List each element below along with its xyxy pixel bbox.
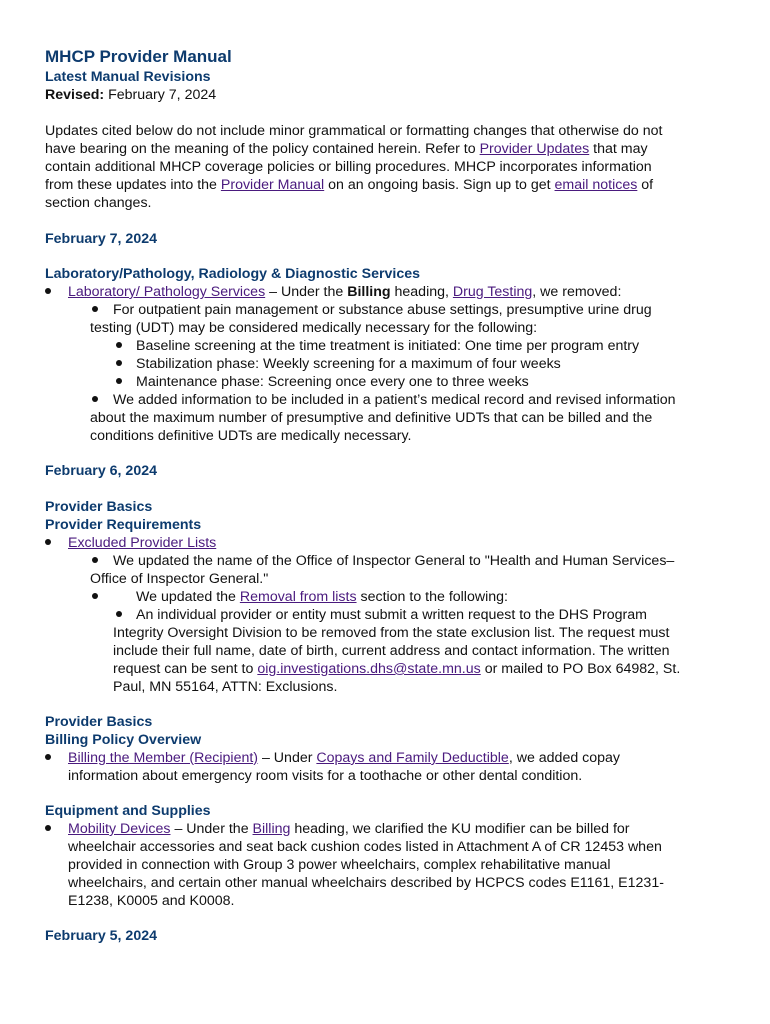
revised-line xyxy=(45,86,216,104)
oig-email-link[interactable]: oig.investigations.dhs@state.mn.us xyxy=(257,661,481,677)
bullet-icon xyxy=(92,557,98,563)
list-item-continued: provided in connection with Group 3 power wheelchairs, complex rehabilitative manual xyxy=(68,857,611,873)
item-bold-text: Billing xyxy=(347,284,391,300)
item-text: – Under xyxy=(258,750,317,766)
section-heading-billing-policy: Billing Policy Overview xyxy=(45,732,202,748)
sub-sub-item: An individual provider or entity must submit a written request to the DHS Program xyxy=(136,607,647,623)
drug-testing-link[interactable]: Drug Testing xyxy=(452,284,533,300)
page-subtitle: Latest Manual Revisions xyxy=(45,69,211,85)
list-item-continued: information about emergency room visits for a toothache or other dental condition. xyxy=(68,768,583,784)
list-item xyxy=(68,820,630,838)
bullet-icon xyxy=(45,825,51,831)
sub-item-text: testing (UDT) may be considered medically necessary for the following: xyxy=(90,320,538,336)
section-heading-provider-basics-2: Provider Basics xyxy=(45,714,153,730)
intro-line-3: contain additional MHCP coverage policies or billing procedures. MHCP incorporates information xyxy=(45,159,652,175)
sub-item-text: Office of Inspector General." xyxy=(90,571,269,587)
item-text: – Under the xyxy=(170,821,253,837)
bullet-icon xyxy=(45,539,51,545)
list-item-continued: wheelchair accessories and seat back cushion codes listed in Attachment A of CR 12453 when xyxy=(68,839,662,855)
bullet-icon xyxy=(92,306,98,312)
bullet-icon xyxy=(45,754,51,760)
bullet-icon xyxy=(92,396,98,402)
item-text: – Under the xyxy=(265,284,348,300)
item-text: or mailed to PO Box 64982, St. xyxy=(480,661,681,677)
intro-text: that may xyxy=(589,141,648,157)
excluded-provider-lists-link[interactable]: Excluded Provider Lists xyxy=(68,535,217,551)
sub-item-text: For outpatient pain management or substance abuse settings, presumptive urine drug xyxy=(113,302,652,318)
sub-item-text: conditions definitive UDTs are medically necessary. xyxy=(90,428,412,444)
date-heading-feb-5: February 5, 2024 xyxy=(45,928,157,944)
billing-link[interactable]: Billing xyxy=(252,821,291,837)
provider-manual-link[interactable]: Provider Manual xyxy=(220,177,325,193)
bullet-icon xyxy=(116,342,122,348)
sub-item-text xyxy=(136,588,508,606)
date-heading-feb-6: February 6, 2024 xyxy=(45,463,157,479)
bullet-icon xyxy=(92,593,98,599)
list-item xyxy=(68,534,216,552)
page-title: MHCP Provider Manual xyxy=(45,47,232,66)
list-item-continued: wheelchairs, and certain other manual wheelchairs described by HCPCS codes E1161, E1231- xyxy=(68,875,664,891)
bullet-icon xyxy=(116,611,122,617)
item-text: , we added copay xyxy=(508,750,621,766)
list-item xyxy=(68,749,620,767)
sub-item-text: We added information to be included in a patient’s medical record and revised information xyxy=(113,392,676,408)
removal-from-lists-link[interactable]: Removal from lists xyxy=(239,589,357,605)
billing-the-member-link[interactable]: Billing the Member (Recipient) xyxy=(68,750,259,766)
intro-line-4 xyxy=(45,176,653,194)
sub-item-text: We updated the name of the Office of Inspector General to "Health and Human Services– xyxy=(113,553,675,569)
item-text: section to the following: xyxy=(356,589,508,605)
revised-label: Revised: xyxy=(45,87,105,103)
item-text: heading, we clarified the KU modifier can be billed for xyxy=(290,821,630,837)
list-item-continued: E1238, K0005 and K0008. xyxy=(68,893,235,909)
sub-sub-item: Baseline screening at the time treatment is initiated: One time per program entry xyxy=(136,338,640,354)
sub-sub-item: Maintenance phase: Screening once every one to three weeks xyxy=(136,374,529,390)
list-item xyxy=(68,283,621,301)
email-notices-link[interactable]: email notices xyxy=(554,177,638,193)
item-text: request can be sent to xyxy=(113,661,258,677)
mobility-devices-link[interactable]: Mobility Devices xyxy=(68,821,171,837)
intro-text: from these updates into the xyxy=(45,177,221,193)
lab-pathology-link[interactable]: Laboratory/ Pathology Services xyxy=(68,284,266,300)
bullet-icon xyxy=(45,288,51,294)
section-heading-provider-basics: Provider Basics xyxy=(45,499,153,515)
intro-text: have bearing on the meaning of the policy contained herein. Refer to xyxy=(45,141,480,157)
intro-line-1: Updates cited below do not include minor grammatical or formatting changes that otherwise do not xyxy=(45,123,663,139)
date-heading-feb-7: February 7, 2024 xyxy=(45,231,157,247)
sub-item-text: about the maximum number of presumptive and definitive UDTs that can be billed and the xyxy=(90,410,653,426)
section-heading-lab: Laboratory/Pathology, Radiology & Diagnostic Services xyxy=(45,266,420,282)
sub-sub-item: Stabilization phase: Weekly screening for a maximum of four weeks xyxy=(136,356,561,372)
sub-sub-item: include their full name, date of birth, current address and contact information. The written xyxy=(113,643,670,659)
section-heading-equipment: Equipment and Supplies xyxy=(45,803,211,819)
section-heading-provider-requirements: Provider Requirements xyxy=(45,517,202,533)
intro-line-5: section changes. xyxy=(45,195,152,211)
item-text: heading, xyxy=(390,284,453,300)
sub-sub-item xyxy=(113,660,680,678)
sub-sub-item: Paul, MN 55164, ATTN: Exclusions. xyxy=(113,679,338,695)
intro-text: on an ongoing basis. Sign up to get xyxy=(324,177,555,193)
provider-updates-link[interactable]: Provider Updates xyxy=(479,141,590,157)
item-text: We updated the xyxy=(136,589,240,605)
bullet-icon xyxy=(116,378,122,384)
intro-text: of xyxy=(637,177,654,193)
intro-line-2 xyxy=(45,140,648,158)
copays-deductible-link[interactable]: Copays and Family Deductible xyxy=(316,750,509,766)
bullet-icon xyxy=(116,360,122,366)
item-text: , we removed: xyxy=(532,284,622,300)
revised-date: February 7, 2024 xyxy=(104,87,217,103)
sub-sub-item: Integrity Oversight Division to be removed from the state exclusion list. The request must xyxy=(113,625,670,641)
